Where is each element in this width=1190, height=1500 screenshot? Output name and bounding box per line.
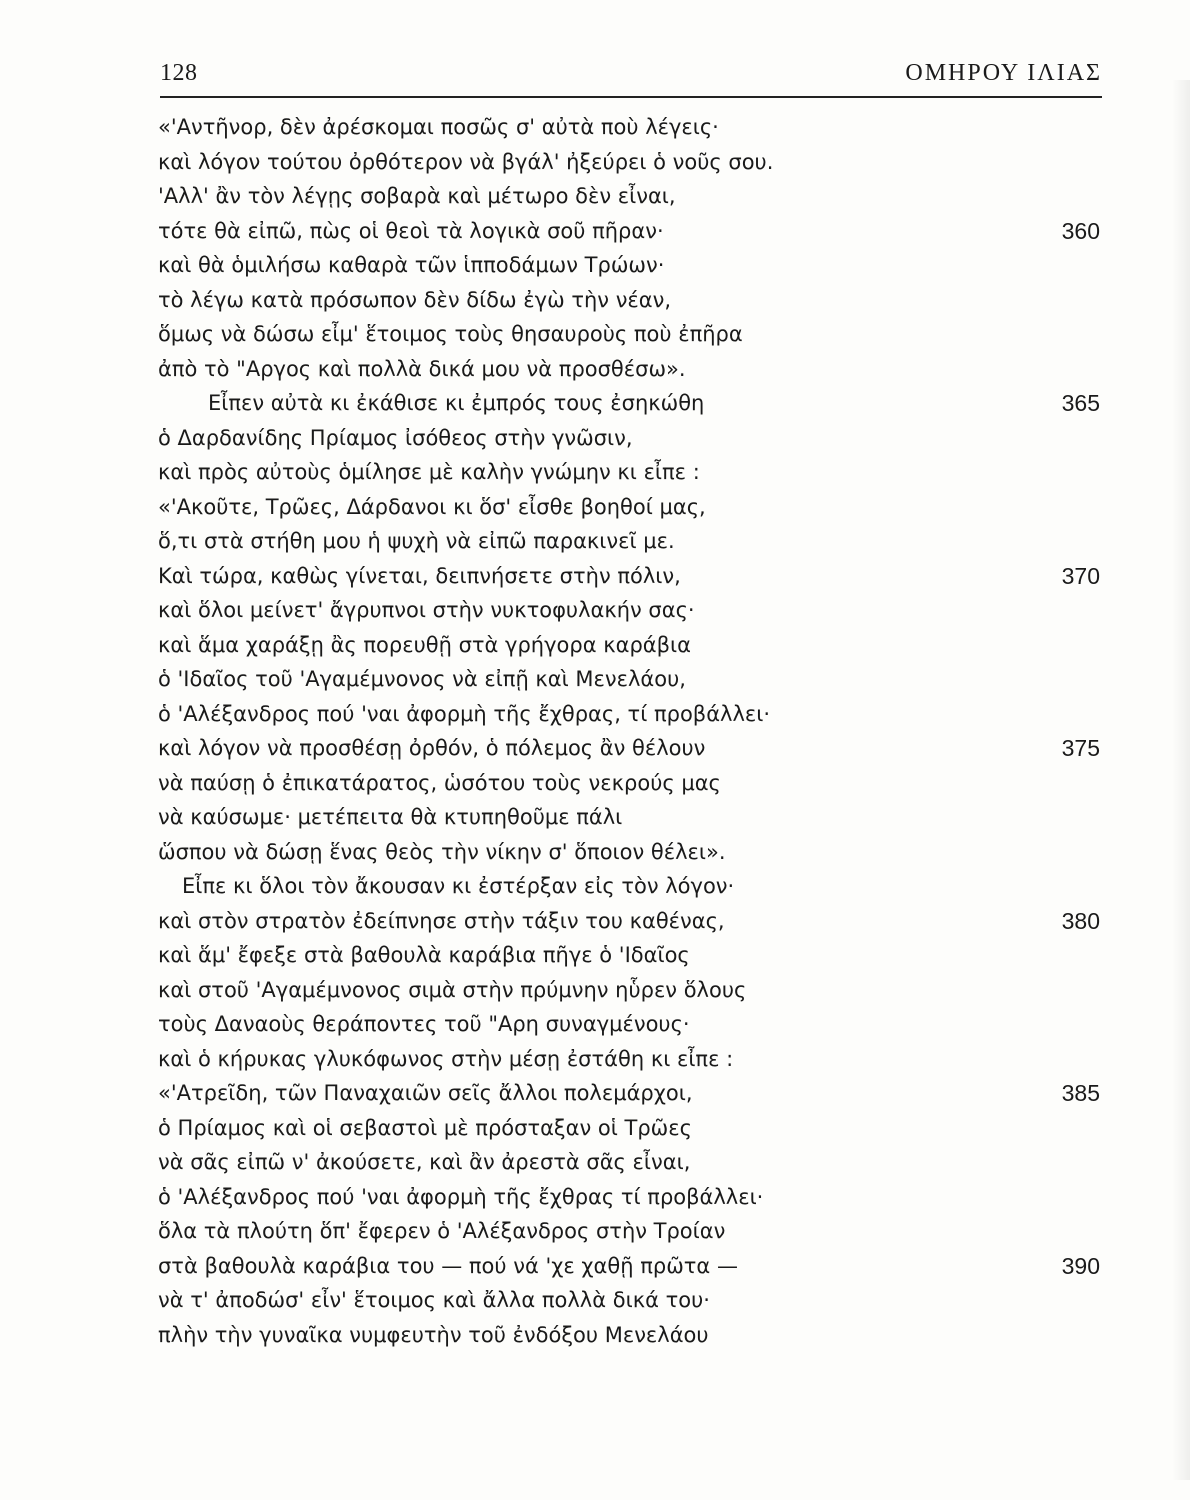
verse-line: [158, 697, 1108, 732]
verse-line: [158, 1076, 1108, 1111]
verse-text: καὶ ὁ κήρυκας γλυκόφωνος στὴν μέσῃ ἐστάθη κι εἶπε :: [158, 1046, 734, 1071]
verse-line: [158, 1111, 1108, 1146]
verse-text: καὶ ἅμ' ἔφεξε στὰ βαθουλὰ καράβια πῆγε ὁ 'Ιδαῖος: [158, 943, 690, 967]
verse-line: [158, 214, 1108, 249]
verse-line: [158, 1180, 1108, 1215]
verse-line: [158, 1007, 1108, 1042]
verse-line: [158, 179, 1108, 214]
verse-number: 390: [1061, 1252, 1100, 1279]
verse-text: ὁ Πρίαμος καὶ οἱ σεβαστοὶ μὲ πρόσταξαν οἱ Τρῶες: [158, 1115, 692, 1140]
verse-line: [158, 490, 1108, 525]
verse-text: Εἶπε κι ὅλοι τὸν ἄκουσαν κι ἐστέρξαν εἰς τὸν λόγον·: [182, 874, 735, 898]
verse-line: [158, 1145, 1108, 1180]
verse-text: Καὶ τώρα, καθὼς γίνεται, δειπνήσετε στὴν πόλιν,: [158, 563, 681, 588]
verse-line: [158, 352, 1108, 387]
verse-text: πλὴν τὴν γυναῖκα νυμφευτὴν τοῦ ἐνδόξου Μενελάου: [158, 1322, 709, 1347]
verse-text: στὰ βαθουλὰ καράβια του — πού νά 'χε χαθῇ πρῶτα —: [158, 1253, 738, 1278]
verse-list: [158, 110, 1108, 1352]
verse-text: καὶ λόγον νὰ προσθέσῃ ὀρθόν, ὁ πόλεμος ἂν θέλουν: [158, 736, 706, 760]
verse-text: ἀπὸ τὸ "Αργος καὶ πολλὰ δικά μου νὰ προσθέσω».: [158, 356, 686, 381]
verse-line: [158, 593, 1108, 628]
verse-text: νὰ καύσωμε· μετέπειτα θὰ κτυπηθοῦμε πάλι: [158, 805, 623, 829]
verse-text: ὁ 'Ιδαῖος τοῦ 'Αγαμέμνονος νὰ εἰπῇ καὶ Μενελάου,: [158, 667, 686, 691]
verse-text: καὶ στοῦ 'Αγαμέμνονος σιμὰ στὴν πρύμνην ηὗρεν ὅλους: [158, 977, 747, 1002]
verse-line: [158, 628, 1108, 663]
verse-number: 380: [1061, 907, 1100, 934]
verse-text: ὁ Δαρδανίδης Πρίαμος ἰσόθεος στὴν γνῶσιν,: [158, 425, 633, 450]
page-header: [160, 60, 1102, 96]
verse-text: νὰ παύσῃ ὁ ἐπικατάρατος, ὡσότου τοὺς νεκρούς μας: [158, 770, 721, 795]
verse-line: [158, 938, 1108, 973]
verse-line: [158, 283, 1108, 318]
verse-text: καὶ λόγον τούτου ὀρθότερον νὰ βγάλ' ἠξεύρει ὁ νοῦς σου.: [158, 149, 774, 174]
verse-number: 385: [1061, 1080, 1100, 1106]
verse-line: [158, 973, 1108, 1008]
verse-text: «'Ατρεῖδη, τῶν Παναχαιῶν σεῖς ἄλλοι πολεμάρχοι,: [158, 1081, 693, 1105]
verse-line: [158, 904, 1108, 939]
verse-line: [158, 835, 1108, 870]
verse-line: [158, 1214, 1108, 1249]
verse-line: [158, 1249, 1108, 1284]
verse-line: [158, 1042, 1108, 1077]
verse-text: «'Ακοῦτε, Τρῶες, Δάρδανοι κι ὅσ' εἶσθε βοηθοί μας,: [158, 494, 706, 519]
page-number: 128: [160, 60, 198, 86]
header-rule: [160, 96, 1102, 98]
verse-text: καὶ θὰ ὁμιλήσω καθαρὰ τῶν ἱπποδάμων Τρώων·: [158, 253, 665, 277]
verse-text: νὰ σᾶς εἰπῶ ν' ἀκούσετε, καὶ ἂν ἀρεστὰ σᾶς εἶναι,: [158, 1150, 691, 1174]
verse-line: [158, 145, 1108, 180]
verse-line: [158, 559, 1108, 594]
verse-line: [158, 1318, 1108, 1353]
verse-text: ὁ 'Αλέξανδρος πού 'ναι ἀφορμὴ τῆς ἔχθρας τί προβάλλει·: [158, 1184, 764, 1209]
verse-text: ὅμως νὰ δώσω εἶμ' ἕτοιμος τοὺς θησαυροὺς ποὺ ἐπῆρα: [158, 322, 743, 346]
verse-text: τότε θὰ εἰπῶ, πὼς οἱ θεοὶ τὰ λογικὰ σοῦ πῆραν·: [158, 218, 664, 243]
verse-text: καὶ πρὸς αὐτοὺς ὁμίλησε μὲ καλὴν γνώμην κι εἶπε :: [158, 460, 700, 484]
verse-line: [158, 662, 1108, 697]
verse-line: [158, 524, 1108, 559]
verse-text: τὸ λέγω κατὰ πρόσωπον δὲν δίδω ἐγὼ τὴν νέαν,: [158, 287, 672, 312]
verse-line: [158, 421, 1108, 456]
verse-line: [158, 731, 1108, 766]
bleed-through-shadow: [1172, 80, 1190, 1480]
verse-number: 370: [1061, 562, 1100, 589]
verse-line: [158, 110, 1108, 145]
verse-number: 360: [1061, 217, 1100, 244]
verse-line: [158, 386, 1108, 421]
verse-line: [158, 869, 1108, 904]
verse-number: 365: [1061, 390, 1100, 416]
verse-text: καὶ ἅμα χαράξῃ ἂς πορευθῇ στὰ γρήγορα καράβια: [158, 632, 691, 657]
verse-text: ὅλα τὰ πλούτη ὅπ' ἔφερεν ὁ 'Αλέξανδρος στὴν Τροίαν: [158, 1219, 726, 1243]
verse-line: [158, 248, 1108, 283]
verse-text: ὅ,τι στὰ στήθη μου ἡ ψυχὴ νὰ εἰπῶ παρακινεῖ με.: [158, 529, 675, 553]
verse-line: [158, 317, 1108, 352]
verse-text: 'Αλλ' ἂν τὸν λέγῃς σοβαρὰ καὶ μέτωρο δὲν εἶναι,: [158, 184, 676, 208]
verse-line: [158, 766, 1108, 801]
verse-text: ὁ 'Αλέξανδρος πού 'ναι ἀφορμὴ τῆς ἔχθρας, τί προβάλλει·: [158, 701, 771, 726]
verse-text: «'Αντῆνορ, δὲν ἀρέσκομαι ποσῶς σ' αὐτὰ ποὺ λέγεις·: [158, 115, 719, 139]
verse-line: [158, 800, 1108, 835]
running-head: ΟΜΗΡΟΥ ΙΛΙΑΣ: [905, 60, 1102, 86]
verse-line: [158, 1283, 1108, 1318]
verse-text: καὶ ὅλοι μείνετ' ἄγρυπνοι στὴν νυκτοφυλακήν σας·: [158, 598, 695, 622]
verse-text: νὰ τ' ἀποδώσ' εἶν' ἕτοιμος καὶ ἄλλα πολλὰ δικά του·: [158, 1288, 710, 1312]
verse-text: καὶ στὸν στρατὸν ἐδείπνησε στὴν τάξιν του καθένας,: [158, 908, 725, 933]
verse-text: ὥσπου νὰ δώσῃ ἕνας θεὸς τὴν νίκην σ' ὅποιον θέλει».: [158, 839, 726, 864]
verse-text: τοὺς Δαναοὺς θεράποντες τοῦ "Αρη συναγμένους·: [158, 1012, 690, 1036]
verse-text: Εἶπεν αὐτὰ κι ἐκάθισε κι ἐμπρός τους ἐσηκώθη: [208, 391, 705, 415]
verse-line: [158, 455, 1108, 490]
verse-number: 375: [1061, 735, 1100, 761]
